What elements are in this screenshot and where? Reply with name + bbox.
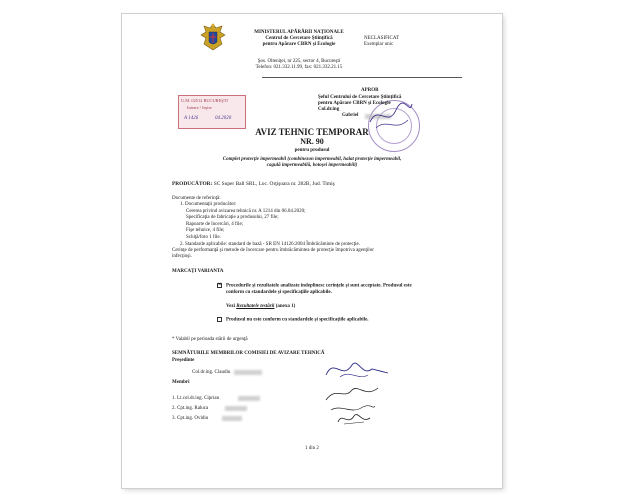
center-address: Şos. Olteniţei, nr 225, sector 4, Bucureşti <box>257 59 341 64</box>
references-item2: 2. Standarde aplicabile: standard de bază - SR EN 14126:2004 Îmbrăcăminte de protecţie. <box>180 242 360 247</box>
reference-sub-item: Schiţă/foto 1 file. <box>186 235 221 240</box>
document-number: NR. 90 <box>300 137 324 146</box>
reference-sub-item: Specificaţia de fabricaţie a produsului, 27 file; <box>186 215 279 220</box>
option2-checkbox[interactable] <box>217 317 222 322</box>
redacted-name <box>238 396 260 401</box>
registration-stamp <box>178 95 246 129</box>
copy-label: Exemplar unic <box>364 42 394 47</box>
members-label: Membri <box>172 380 190 385</box>
header-divider <box>262 77 462 78</box>
center-phone: Telefon: 021.332.11.99, fax: 021.332.21.15 <box>255 65 343 70</box>
for-product-label: pentru produsul <box>294 148 330 153</box>
references-intro: Documente de referinţă: <box>172 196 221 201</box>
approval-name: Gabriel <box>342 113 359 118</box>
approval-title: APROB <box>361 88 379 93</box>
president-name: Col.dr.ing. Claudiu <box>192 370 231 375</box>
classification-label: NECLASIFICAT <box>364 36 400 41</box>
validity-note: * Valabil pe perioada stării de urgenţă <box>172 337 248 342</box>
center-name-line1: Centrul de Cercetare Ştiinţifică <box>265 36 333 41</box>
reference-sub-item: Fişe tehnice, 4 file; <box>186 228 225 233</box>
producer-value: SC Super Ball SRL, Loc. Orţişoara nr. 282B, Jud. Timiş <box>213 181 335 187</box>
option2-text: Produsul nu este conform cu standardele şi specificaţiile aplicabile. <box>226 317 369 323</box>
references-item2-cont2: infecţioşi. <box>172 254 192 259</box>
see-results <box>226 304 295 310</box>
option1-line1: Procedurile şi rezultatele analizate îndeplinesc cerinţele şi sunt acceptate. Produsul este <box>226 283 412 289</box>
stamp-line2: Intrare / Ieşire <box>187 105 212 110</box>
center-name-line2: pentru Apărare CBRN şi Ecologie <box>262 42 336 47</box>
stamp-date: 04.2020 <box>215 116 232 121</box>
ministry-name: MINISTERUL APĂRĂRII NAŢIONALE <box>254 30 344 35</box>
president-signature <box>322 355 392 385</box>
approval-line2: pentru Apărare CBRN şi Ecologie <box>318 101 391 106</box>
test-results-link[interactable]: Rezultatele testării <box>236 304 275 309</box>
member-name: 2. Cpt.ing. Raluca <box>172 406 209 411</box>
president-label: Preşedinte <box>172 358 195 363</box>
member-name: 3. Cpt.ing. Ovidiu <box>172 416 209 421</box>
stamp-number: A 1426 <box>184 116 199 121</box>
variant-option2[interactable] <box>217 317 369 324</box>
reference-sub-item: Rapoarte de încercări, 4 file; <box>186 222 244 227</box>
producer-label: PRODUCĂTOR: <box>172 181 213 187</box>
variant-heading: MARCAŢI VARIANTA <box>172 269 224 274</box>
approval-line1: Şeful Centrului de Cercetare Ştiinţifică <box>318 95 402 100</box>
option1-checkbox[interactable] <box>217 283 222 288</box>
redacted-name <box>225 406 247 411</box>
coat-of-arms-icon <box>200 22 226 52</box>
see-suffix: (anexa 1) <box>274 304 296 309</box>
references-item2-cont1: Cerinţe de performanţă şi metode de încercare pentru îmbrăcămintea de protecţie împotriva agenţilor <box>172 248 374 253</box>
member-signature <box>334 410 374 428</box>
stamp-line1: U.M. 02512 BUCUREŞTI <box>181 98 228 103</box>
producer-row <box>172 181 335 187</box>
option1-line2: conform cu standardele şi specificaţiile aplicabile. <box>226 290 332 295</box>
references-item1: 1. Documentaţii producător: <box>180 202 237 207</box>
see-prefix: Vezi <box>226 304 237 309</box>
member-name: 1. Lt.col.dr.ing. Ciprian <box>172 396 220 401</box>
product-line2: cagulă impermeabilă, botoşei impermeabili) <box>266 163 358 168</box>
redacted-name <box>222 416 242 421</box>
product-line1: Complet protecţie impermeabil (combinezon impermeabil, halat protecţie impermeabil, <box>222 157 402 162</box>
signatures-heading: SEMNĂTURILE MEMBRILOR COMISIEI DE AVIZARE TEHNICĂ <box>172 351 325 356</box>
document-title: AVIZ TEHNIC TEMPORAR <box>255 127 369 137</box>
variant-option1[interactable] <box>217 283 412 290</box>
redacted-name <box>234 370 262 375</box>
approval-rank: Col.dr.ing <box>318 107 340 112</box>
page-number: 1 din 2 <box>305 446 319 451</box>
member-signature <box>322 382 382 404</box>
document-page <box>122 14 502 488</box>
reference-sub-item: Cererea privind avizarea tehnică nr. A 1214 din 06.04.2020; <box>186 209 306 214</box>
